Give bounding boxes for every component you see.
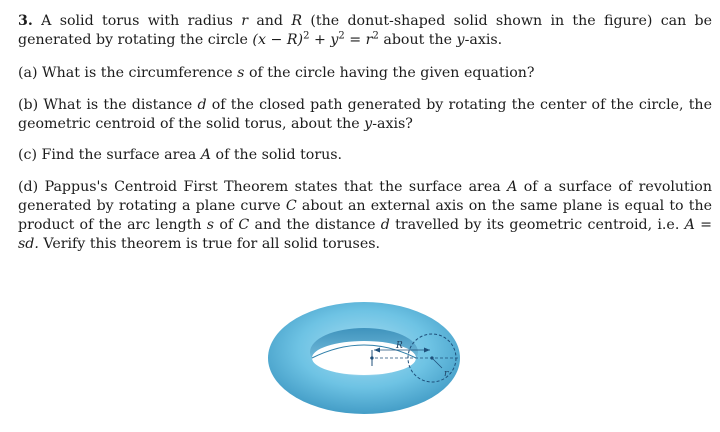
text: Pappus's Centroid First Theorem states that the surface area <box>44 179 501 195</box>
var: C <box>238 217 250 233</box>
var: C <box>285 198 297 214</box>
var: y <box>456 32 465 48</box>
var: A <box>200 147 212 163</box>
var: A <box>507 179 518 195</box>
text: and <box>256 13 284 29</box>
text: of <box>219 217 234 233</box>
text: Verify this theorem is true for all solid toruses. <box>43 236 381 252</box>
text: Find the surface area <box>41 147 197 163</box>
torus-figure <box>264 296 464 424</box>
text: -axis. <box>464 32 503 48</box>
exponent: 2 <box>303 30 310 42</box>
var: r <box>241 13 248 29</box>
text: A solid torus with radius <box>41 13 233 29</box>
var: d <box>380 217 390 233</box>
var: s <box>237 65 245 81</box>
text: of a surface of revolution generated by rotating a plane curve <box>18 179 712 214</box>
var: y <box>364 116 373 132</box>
var: R <box>291 13 303 29</box>
text: -axis? <box>372 116 413 132</box>
var: d <box>197 97 207 113</box>
formula: A = sd. <box>18 217 712 252</box>
text: of the circle having the given equation? <box>248 65 535 81</box>
text: What is the distance <box>43 97 193 113</box>
label-R: R <box>396 341 403 351</box>
text: What is the circumference <box>42 65 233 81</box>
text: of the closed path generated by rotating the center of the circle, the geometric centroid of the solid torus, about the <box>18 97 712 132</box>
text: and the distance <box>254 217 376 233</box>
text: about an external axis on the same plane is equal to the product of the arc length <box>18 198 712 233</box>
part-label: (a) <box>18 65 38 81</box>
part-label: (b) <box>18 97 39 113</box>
equation-part: (x − R) <box>252 32 304 48</box>
equation-part: + y <box>313 32 339 48</box>
label-r: r <box>444 369 449 379</box>
torus-illustration <box>264 296 464 424</box>
part-a <box>18 64 712 83</box>
part-b <box>18 96 712 134</box>
problem-statement <box>18 12 712 50</box>
axis-dot <box>370 356 373 359</box>
exponent: 2 <box>372 30 379 42</box>
text: about the <box>383 32 453 48</box>
exponent: 2 <box>338 30 345 42</box>
var: s <box>206 217 215 233</box>
text: of the solid torus. <box>215 147 343 163</box>
text: (the donut-shaped solid shown in the figure) can be generated by rotating the circle <box>18 13 713 48</box>
part-label: (d) <box>18 179 39 195</box>
part-label: (c) <box>18 147 38 163</box>
part-c <box>18 146 712 165</box>
text: travelled by its geometric centroid, i.e. <box>395 217 680 233</box>
part-d <box>18 178 712 254</box>
problem-number: 3. <box>18 13 33 29</box>
equation-part: = r <box>349 32 373 48</box>
